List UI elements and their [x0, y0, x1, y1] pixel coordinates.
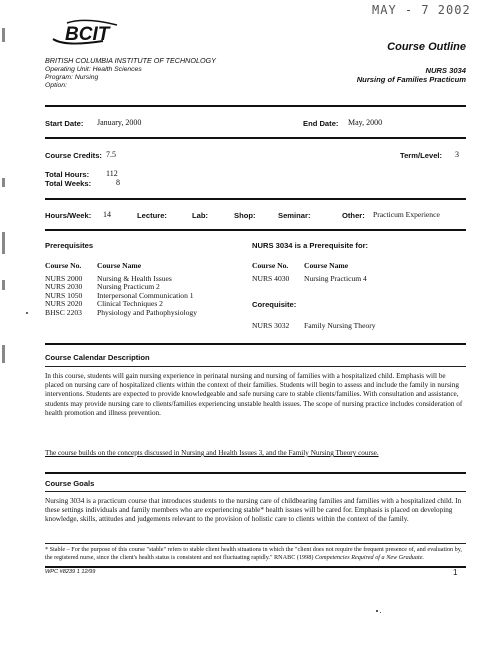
table-header-row — [45, 262, 197, 271]
col-course-no: Course No. — [252, 261, 289, 270]
lab-label: Lab: — [192, 211, 209, 220]
footnote — [45, 546, 466, 561]
table-row: NURS 2030 Nursing Practicum 2 — [45, 282, 160, 292]
start-date-value: January, 2000 — [97, 118, 142, 127]
other-value: Practicum Experience — [373, 210, 440, 219]
divider — [45, 472, 466, 474]
corequisite-heading: Corequisite: — [252, 300, 297, 309]
total-weeks-value: 8 — [116, 178, 120, 187]
prerequisites-heading: Prerequisites — [45, 241, 94, 250]
course-credits-value: 7.5 — [106, 150, 116, 159]
col-course-no: Course No. — [45, 261, 82, 270]
total-hours-label: Total Hours: — [45, 170, 90, 179]
col-course-name: Course Name — [304, 261, 349, 270]
prerequisite-for-heading: NURS 3034 is a Prerequisite for: — [252, 241, 369, 250]
start-date-label: Start Date: — [45, 119, 84, 128]
divider — [45, 366, 466, 367]
end-date-label: End Date: — [303, 119, 339, 128]
term-level-value: 3 — [455, 150, 459, 159]
doc-title: Course Outline — [387, 41, 466, 53]
page-number: 1 — [453, 568, 458, 577]
divider — [45, 343, 466, 345]
institute-name: BRITISH COLUMBIA INSTITUTE OF TECHNOLOGY — [45, 56, 216, 65]
col-course-name: Course Name — [97, 261, 142, 270]
option: Option: — [45, 82, 67, 89]
prerequisites-table — [45, 262, 197, 318]
table-header-row — [252, 262, 367, 271]
footnote-text: * Stable – For the purpose of this course "stable" refers to stable client health situations in which the "client does not require the frequent presence of, and evaluation by, the registered nurse, since the client's health status is consistent and not fluctuating rapidly." RNABC (1998) — [45, 546, 462, 561]
divider — [45, 198, 466, 200]
hours-week-value: 14 — [103, 210, 111, 219]
seminar-label: Seminar: — [278, 211, 311, 220]
scan-speck — [26, 312, 28, 314]
footnote-divider — [45, 543, 466, 544]
divider — [45, 137, 466, 139]
course-goals-text: Nursing 3034 is a practicum course that introduces students to the nursing care of childbearing families and families with a hospitalized child. In these settings individuals and family members who are experiencing stable* health issues will be cared for. Emphasis is placed on developing knowledge, skills, attitudes and judgements relevant to the provision of holistic care to clients within the context of the family. — [45, 497, 462, 524]
divider — [45, 566, 466, 568]
scan-mark — [2, 28, 5, 42]
corequisite-table — [252, 322, 376, 331]
calendar-description-heading: Course Calendar Description — [45, 353, 150, 362]
footnote-source: Competencies Required of a New Graduate. — [314, 553, 425, 561]
divider — [45, 229, 466, 231]
calendar-description-text-2: The course builds on the concepts discussed in Nursing and Health Issues 3, and the Family Nursing Theory course. — [45, 449, 379, 457]
received-stamp: MAY - 7 2002 — [372, 3, 471, 17]
program: Program: Nursing — [45, 74, 99, 81]
total-weeks-label: Total Weeks: — [45, 179, 92, 188]
footer-code: WPC #8239 1 12/99 — [45, 569, 96, 575]
course-goals-heading: Course Goals — [45, 479, 95, 488]
lecture-label: Lecture: — [137, 211, 167, 220]
course-credits-label: Course Credits: — [45, 151, 102, 160]
operating-unit: Operating Unit: Health Sciences — [45, 66, 142, 73]
table-row: NURS 3032 Family Nursing Theory — [252, 321, 376, 330]
table-row: NURS 4030 Nursing Practicum 4 — [252, 273, 367, 283]
term-level-label: Term/Level: — [400, 151, 443, 160]
prerequisite-for-table — [252, 262, 367, 283]
divider — [45, 105, 466, 107]
scan-mark — [2, 345, 5, 363]
scan-mark — [2, 232, 5, 254]
bcit-logo — [45, 17, 140, 47]
calendar-description-text: In this course, students will gain nursing experience in perinatal nursing and nursing of families with a hospitalized child. Emphasis will be placed on nursing care of hospitalized clients within the context of their families. Students will begin to assess and include the family in nursing interventions. Students are expected to provide knowledgeable and safe nursing care to stable clients/families. With consultation and assistance, students may provide nursing care to clients/families experiencing unstable health issues. The scope of nursing practice includes consideration of health promotion and illness prevention. — [45, 372, 463, 417]
logo-text: BCIT — [65, 24, 110, 45]
course-code: NURS 3034 — [425, 66, 466, 75]
end-date-value: May, 2000 — [348, 118, 383, 127]
total-hours-value: 112 — [106, 169, 118, 178]
scan-speck — [376, 610, 378, 612]
scan-speck — [380, 612, 381, 613]
table-row: NURS 2020 Clinical Techniques 2 — [45, 299, 163, 309]
hours-week-label: Hours/Week: — [45, 211, 92, 220]
course-title: Nursing of Families Practicum — [356, 75, 466, 84]
table-row: NURS 2000 Nursing & Health Issues — [45, 273, 172, 283]
other-label: Other: — [342, 211, 365, 220]
table-row: NURS 1050 Interpersonal Communication 1 — [45, 290, 194, 300]
divider — [45, 491, 466, 492]
scan-mark — [2, 280, 5, 290]
shop-label: Shop: — [234, 211, 256, 220]
table-row: BHSC 2203 Physiology and Pathophysiology — [45, 307, 197, 317]
scan-mark — [2, 178, 5, 187]
